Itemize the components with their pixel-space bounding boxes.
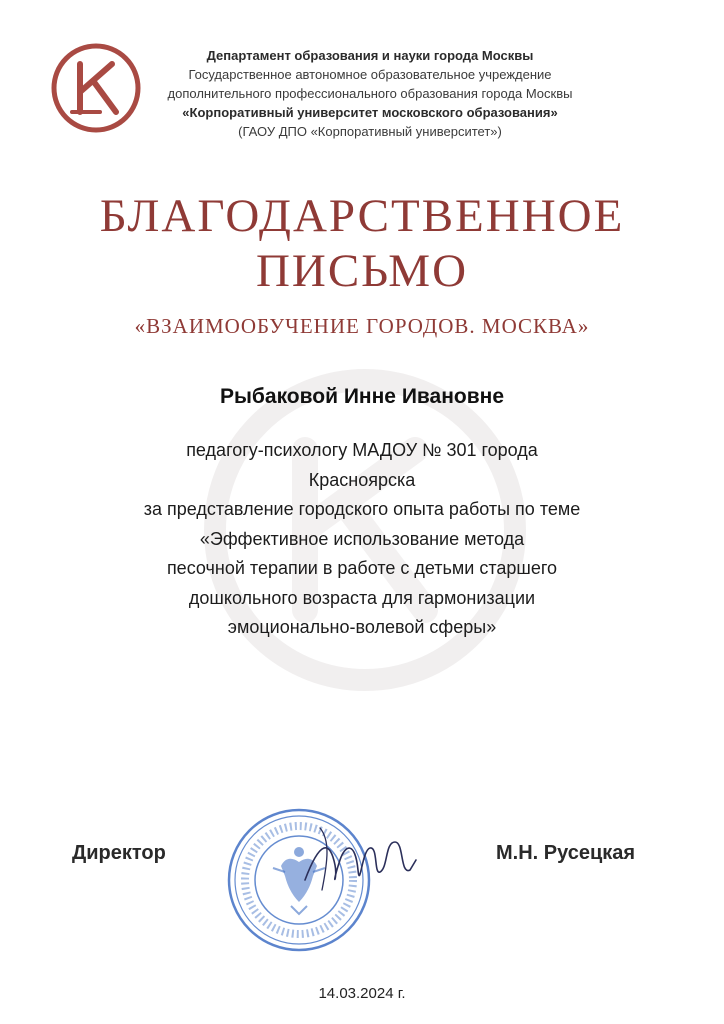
document-date: 14.03.2024 г. bbox=[318, 985, 406, 1002]
body-line: Красноярска bbox=[308, 469, 416, 490]
document-title-line1: БЛАГОДАРСТВЕННОЕ bbox=[99, 190, 625, 242]
signatory-name: М.Н. Русецкая bbox=[496, 842, 636, 864]
body-line: песочной терапии в работе с детьми старшего bbox=[166, 558, 558, 578]
institution-type: Государственное автономное образовательное учреждение bbox=[188, 67, 552, 82]
organization-header bbox=[150, 46, 590, 141]
institution-short-name: (ГАОУ ДПО «Корпоративный университет») bbox=[238, 124, 502, 139]
department-name: Департамент образования и науки города Москвы bbox=[206, 48, 534, 63]
signature-scribble bbox=[300, 820, 420, 900]
body-line: эмоционально-волевой сферы» bbox=[227, 617, 497, 637]
signatory-position: Директор bbox=[72, 842, 166, 864]
document-title-line2: ПИСЬМО bbox=[255, 245, 469, 297]
institution-name: «Корпоративный университет московского образования» bbox=[182, 105, 558, 120]
body-line: дошкольного возраста для гармонизации bbox=[188, 587, 536, 608]
document-subtitle: «ВЗАИМООБУЧЕНИЕ ГОРОДОВ. МОСКВА» bbox=[134, 314, 590, 338]
logo-icon bbox=[50, 42, 142, 134]
body-line: за представление городского опыта работы по теме bbox=[143, 499, 581, 519]
body-line: педагогу-психологу МАДОУ № 301 города bbox=[186, 440, 538, 460]
letter-body bbox=[62, 436, 662, 643]
institution-scope: дополнительного профессионального образования города Москвы bbox=[167, 86, 573, 101]
recipient-name: Рыбаковой Инне Ивановне bbox=[219, 385, 505, 408]
body-line: «Эффективное использование метода bbox=[199, 528, 525, 549]
